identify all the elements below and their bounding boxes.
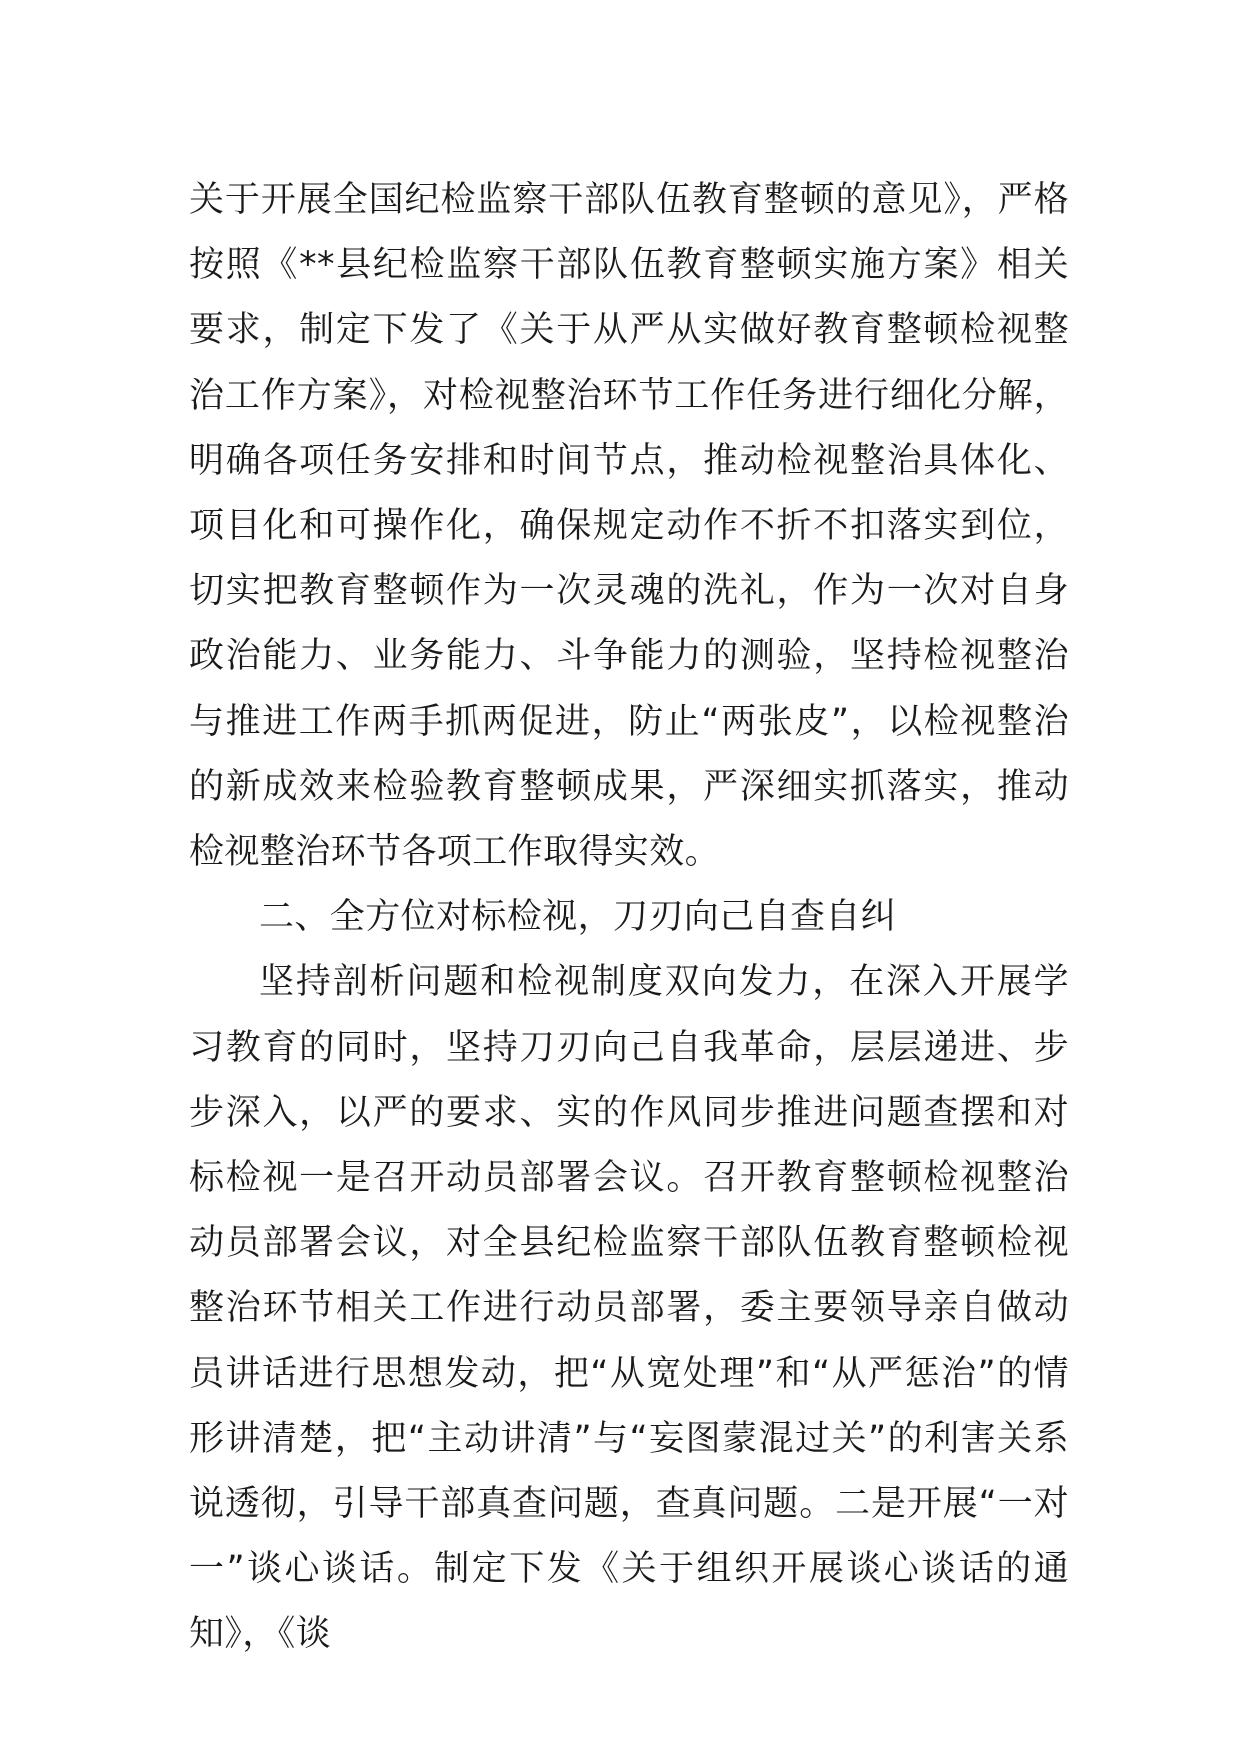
body-paragraph-3: 坚持剖析问题和检视制度双向发力，在深入开展学习教育的同时，坚持刀刃向己自我革命，层层递进、步步深入，以严的要求、实的作风同步推进问题查摆和对标检视一是召开动员部署会议。召开教育整顿检视整治动员部署会议，对全县纪检监察干部队伍教育整顿检视整治环节相关工作进行动员部署，委主要领导亲自做动员讲话进行思想发动，把“从宽处理”和“从严惩治”的情形讲清楚，把“主动讲清”与“妄图蒙混过关”的利害关系说透彻，引导干部真查问题，查真问题。二是开展“一对一”谈心谈话。制定下发《关于组织开展谈心谈话的通知》，《谈	[189, 962, 1069, 1655]
body-paragraph-1: 关于开展全国纪检监察干部队伍教育整顿的意见》，严格按照《**县纪检监察干部队伍教育整顿实施方案》相关要求，制定下发了《关于从严从实做好教育整顿检视整治工作方案》，对检视整治环节工作任务进行细化分解，明确各项任务安排和时间节点，推动检视整治具体化、项目化和可操作化，确保规定动作不折不扣落实到位，切实把教育整顿作为一次灵魂的洗礼，作为一次对自身政治能力、业务能力、斗争能力的测验，坚持检视整治与推进工作两手抓两促进，防止“两张皮”，以检视整治的新成效来检验教育整顿成果，严深细实抓落实，推动检视整治环节各项工作取得实效。	[189, 180, 1069, 873]
section-heading-2: 二、全方位对标检视，刀刃向己自查自纠	[259, 897, 897, 938]
document-body	[189, 168, 1069, 1668]
